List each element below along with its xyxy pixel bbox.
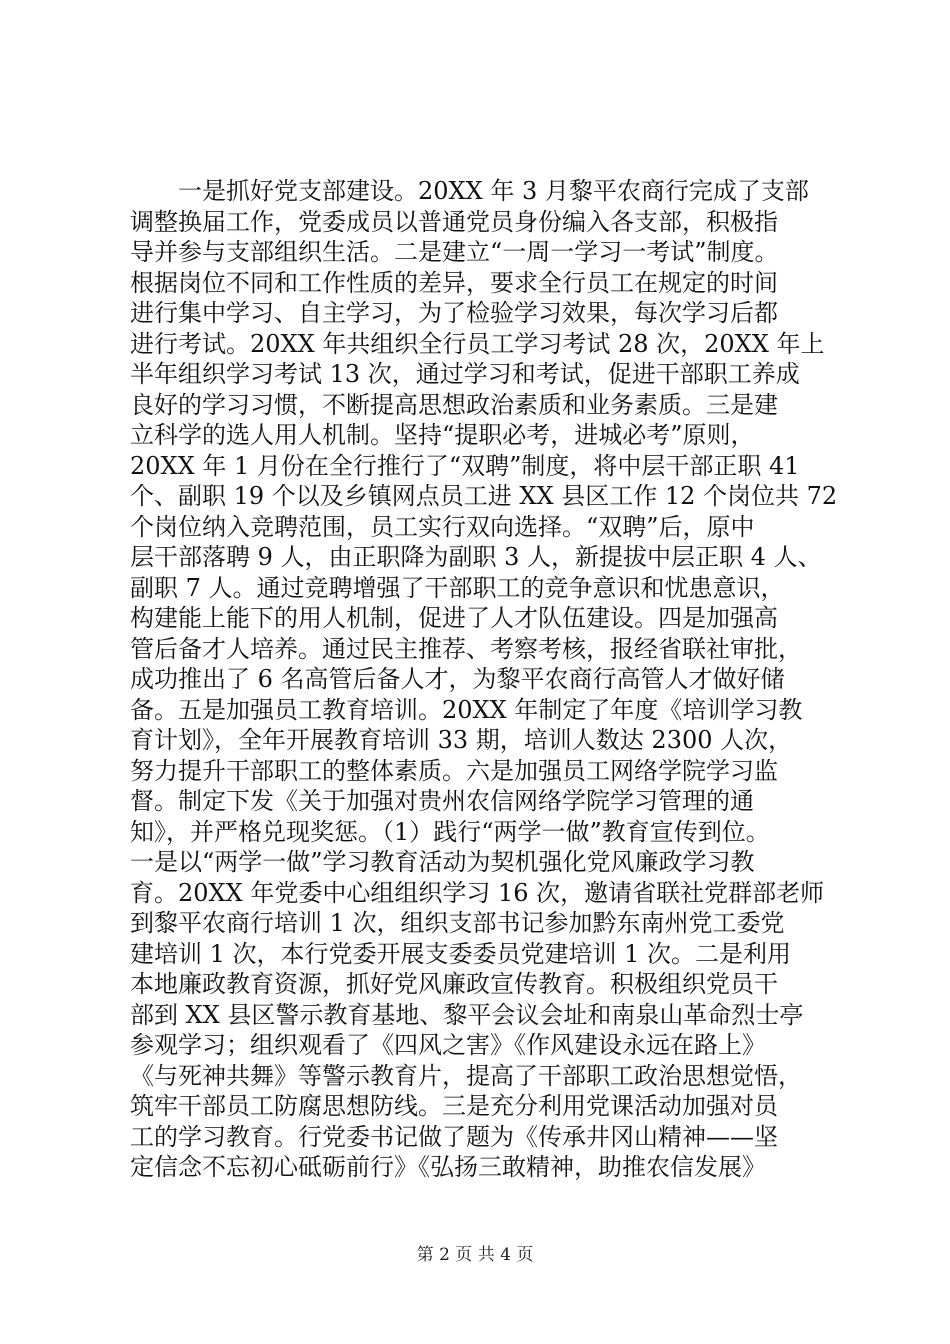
text-line: 成功推出了 6 名高管后备人才，为黎平农商行高管人才做好储 bbox=[130, 665, 785, 693]
text-line: 半年组织学习考试 13 次，通过学习和考试，促进干部职工养成 bbox=[130, 360, 800, 388]
text-line: 构建能上能下的用人机制，促进了人才队伍建设。四是加强高 bbox=[130, 604, 778, 632]
text-line: 知》，并严格兑现奖惩。（1）践行“两学一做”教育宣传到位。 bbox=[130, 817, 770, 846]
text-line: 导并参与支部组织生活。二是建立“一周一学习一考试”制度。 bbox=[130, 238, 779, 266]
text-line: 副职 7 人。通过竞聘增强了干部职工的竞争意识和忧患意识， bbox=[130, 573, 785, 602]
text-line: 工的学习教育。行党委书记做了题为《传承井冈山精神——坚 bbox=[130, 1122, 778, 1151]
text-line: 调整换届工作，党委成员以普通党员身份编入各支部，积极指 bbox=[130, 207, 778, 236]
text-line: 层干部落聘 9 人，由正职降为副职 3 人，新提拔中层正职 4 人、 bbox=[130, 543, 822, 571]
text-line: 进行集中学习、自主学习，为了检验学习效果，每次学习后都 bbox=[130, 299, 778, 327]
text-line: 育。20XX 年党委中心组组织学习 16 次，邀请省联社党群部老师 bbox=[130, 878, 825, 907]
text-line: 到黎平农商行培训 1 次，组织支部书记参加黔东南州党工委党 bbox=[130, 909, 785, 937]
text-line: 部到 XX 县区警示教育基地、黎平会议会址和南泉山革命烈士亭 bbox=[130, 1000, 804, 1029]
text-line: 管后备才人培养。通过民主推荐、考察考核，报经省联社审批， bbox=[130, 634, 802, 663]
text-line: 备。五是加强员工教育培训。20XX 年制定了年度《培训学习教 bbox=[130, 695, 803, 724]
text-line: 努力提升干部职工的整体素质。六是加强员工网络学院学习监 bbox=[130, 756, 778, 785]
text-line: 参观学习；组织观看了《四风之害》《作风建设永远在路上》 bbox=[130, 1031, 766, 1059]
text-line: 一是抓好党支部建设。20XX 年 3 月黎平农商行完成了支部 bbox=[130, 177, 809, 205]
text-line: 《与死神共舞》等警示教育片，提高了干部职工政治思想觉悟， bbox=[130, 1061, 802, 1090]
text-line: 育计划》，全年开展教育培训 33 期，培训人数达 2300 人次， bbox=[130, 726, 793, 754]
text-line: 20XX 年 1 月份在全行推行了“双聘”制度，将中层干部正职 41 bbox=[130, 451, 800, 480]
body-paragraph bbox=[130, 176, 838, 1183]
text-line: 定信念不忘初心砥砺前行》《弘扬三敢精神，助推农信发展》 bbox=[130, 1153, 766, 1181]
text-line: 立科学的选人用人机制。坚持“提职必考，进城必考”原则， bbox=[130, 421, 755, 449]
text-line: 筑牢干部员工防腐思想防线。三是充分利用党课活动加强对员 bbox=[130, 1092, 778, 1120]
text-line: 督。制定下发《关于加强对贵州农信网络学院学习管理的通 bbox=[130, 787, 754, 815]
text-line: 根据岗位不同和工作性质的差异，要求全行员工在规定的时间 bbox=[130, 268, 778, 297]
text-line: 一是以“两学一做”学习教育活动为契机强化党风廉政学习教 bbox=[130, 848, 755, 876]
text-line: 进行考试。20XX 年共组织全行员工学习考试 28 次，20XX 年上 bbox=[130, 329, 825, 358]
text-line: 良好的学习习惯，不断提高思想政治素质和业务素质。三是建 bbox=[130, 390, 778, 419]
text-line: 个岗位纳入竞聘范围，员工实行双向选择。“双聘”后，原中 bbox=[130, 512, 755, 541]
page-number-footer: 第 2 页 共 4 页 bbox=[416, 1245, 534, 1265]
text-line: 建培训 1 次，本行党委开展支委委员党建培训 1 次。二是利用 bbox=[130, 939, 792, 968]
text-line: 个、副职 19 个以及乡镇网点员工进 XX 县区工作 12 个岗位共 72 bbox=[130, 482, 838, 510]
text-line: 本地廉政教育资源，抓好党风廉政宣传教育。积极组织党员干 bbox=[130, 970, 778, 998]
